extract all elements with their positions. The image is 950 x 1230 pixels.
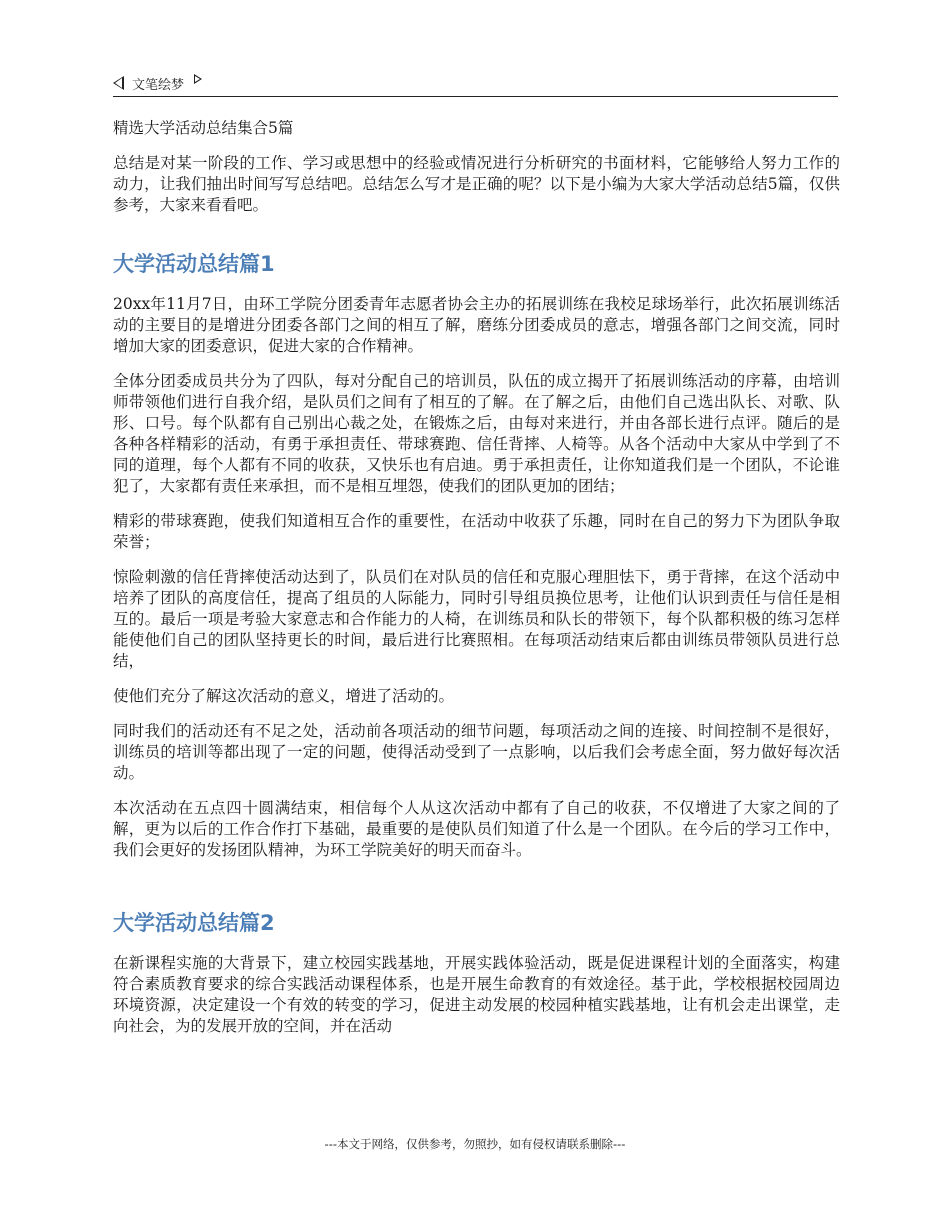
- section1-paragraph: 同时我们的活动还有不足之处，活动前各项活动的细节问题，每项活动之间的连接、时间控制不是很好，训练员的培训等都出现了一定的问题，使得活动受到了一点影响，以后我们会考虑全面，努力做好每次活动。: [113, 722, 840, 782]
- page-footer: ---本文于网络，仅供参考，勿照抄，如有侵权请联系删除---: [324, 1137, 626, 1151]
- section2-heading: 大学活动总结篇2: [113, 911, 275, 935]
- section2-paragraph: 在新课程实施的大背景下，建立校园实践基地，开展实践体验活动，既是促进课程计划的全面落实，构建符合素质教育要求的综合实践活动课程体系，也是开展生命教育的有效途径。基于此，学校根据校园周边环境资源，决定建设一个有效的转变的学习，促进主动发展的校园种植实践基地，让有机会走出课堂，走向社会，为的发展开放的空间，并在活动: [113, 954, 840, 1035]
- section1-paragraph: 全体分团委成员共分为了四队，每对分配自己的培训员，队伍的成立揭开了拓展训练活动的序幕，由培训师带领他们进行自我介绍，是队员们之间有了相互的了解。在了解之后，由他们自己选出队长、对歌、队形、口号。每个队都有自己别出心裁之处，在锻炼之后，由每对来进行，并由各部长进行点评。随后的是各种各样精彩的活动，有勇于承担责任、带球赛跑、信任背摔、人椅等。从各个活动中大家从中学到了不同的道理，每个人都有不同的收获，又快乐也有启迪。勇于承担责任，让你知道我们是一个团队，不论谁犯了，大家都有责任来承担，而不是相互埋怨，使我们的团队更加的团结；: [113, 372, 840, 495]
- intro-paragraph: 总结是对某一阶段的工作、学习或思想中的经验或情况进行分析研究的书面材料，它能够给人努力工作的动力，让我们抽出时间写写总结吧。总结怎么写才是正确的呢？以下是小编为大家大学活动总结5篇，仅供参考，大家来看看吧。: [113, 154, 840, 214]
- section1-heading: 大学活动总结篇1: [113, 252, 275, 276]
- document-title: 精选大学活动总结集合5篇: [113, 119, 294, 137]
- triangle-left-icon: [113, 76, 124, 90]
- brand-name: 文笔绘梦: [132, 77, 185, 93]
- section1-paragraph: 惊险刺激的信任背摔使活动达到了，队员们在对队员的信任和克服心理胆怯下，勇于背摔，在这个活动中培养了团队的高度信任，提高了组员的人际能力，同时引导组员换位思考，让他们认识到责任与信任是相互的。最后一项是考验大家意志和合作能力的人椅，在训练员和队长的带领下，每个队都积极的练习怎样能使他们自己的团队坚持更长的时间，最后进行比赛照相。在每项活动结束后都由训练员带领队员进行总结，: [113, 568, 840, 670]
- section1-paragraph: 精彩的带球赛跑，使我们知道相互合作的重要性，在活动中收获了乐趣，同时在自己的努力下为团队争取荣誉；: [113, 512, 840, 551]
- document-body: [113, 118, 840, 1051]
- section1-paragraph: 20xx年11月7日，由环工学院分团委青年志愿者协会主办的拓展训练在我校足球场举行，此次拓展训练活动的主要目的是增进分团委各部门之间的相互了解，磨练分团委成员的意志，增强各部门之间交流，同时增加大家的团委意识，促进大家的合作精神。: [113, 295, 840, 355]
- section1-paragraph: 使他们充分了解这次活动的意义，增进了活动的。: [113, 687, 455, 705]
- section1-paragraph: 本次活动在五点四十圆满结束，相信每个人从这次活动中都有了自己的收获，不仅增进了大家之间的了解，更为以后的工作合作打下基础，最重要的是使队员们知道了什么是一个团队。在今后的学习工作中，我们会更好的发扬团队精神，为环工学院美好的明天而奋斗。: [113, 799, 840, 859]
- triangle-right-icon: [194, 74, 202, 84]
- page-header: [113, 70, 838, 97]
